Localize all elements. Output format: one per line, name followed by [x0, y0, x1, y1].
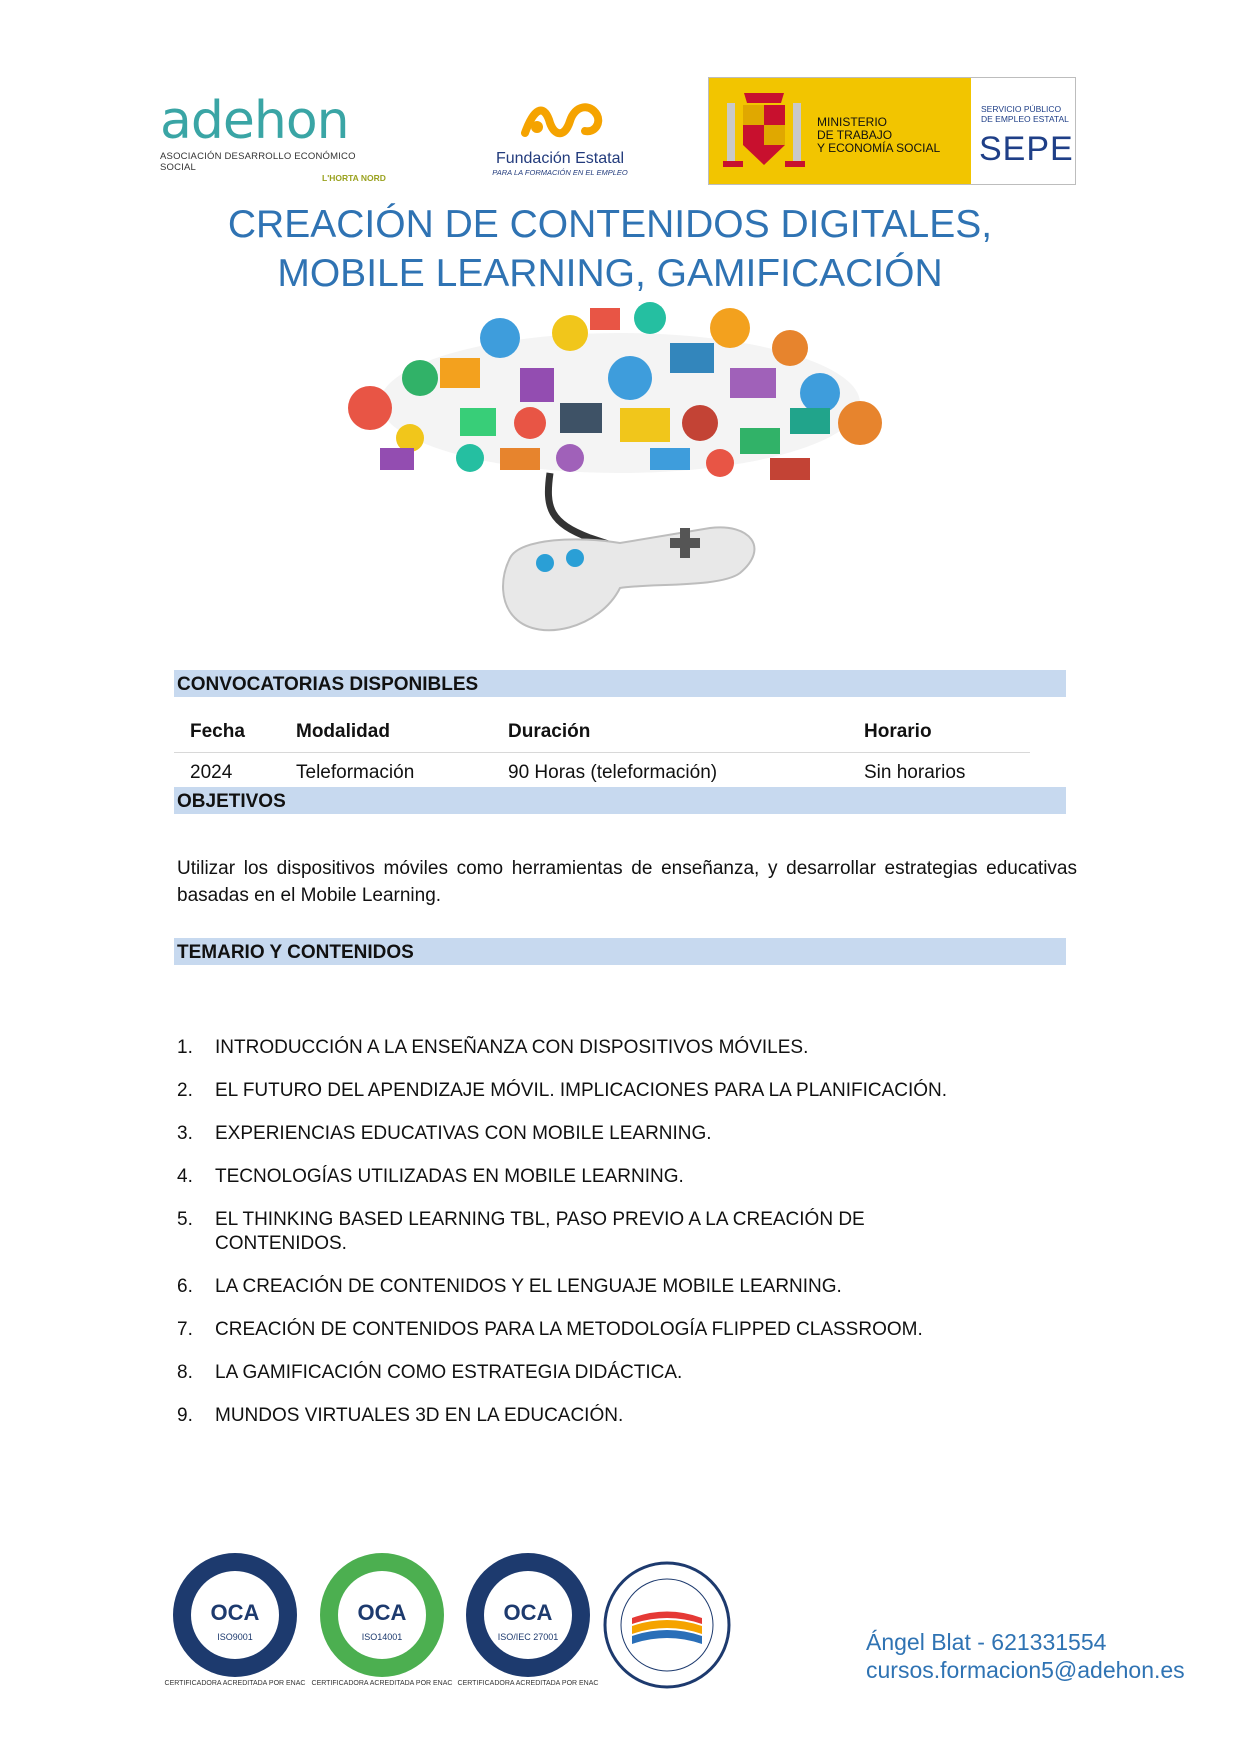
list-item: [177, 1208, 975, 1256]
cell-fecha: 2024: [190, 762, 233, 783]
column-header-horario: Horario: [864, 721, 932, 742]
item-text: EL FUTURO DEL APENDIZAJE MÓVIL. IMPLICACIONES PARA LA PLANIFICACIÓN.: [215, 1080, 948, 1101]
contact-name-phone: Ángel Blat - 621331554: [866, 1629, 1107, 1655]
ministry-line-1: MINISTERIO: [817, 115, 888, 129]
list-item: [177, 1165, 1077, 1189]
title-line-1: CREACIÓN DE CONTENIDOS DIGITALES,: [227, 203, 993, 246]
list-item: [177, 1036, 1077, 1060]
seal-code: ISO14001: [361, 1632, 403, 1642]
item-number: 8.: [177, 1362, 193, 1383]
section-heading: CONVOCATORIAS DISPONIBLES: [177, 674, 479, 695]
item-number: 9.: [177, 1405, 193, 1426]
equality-seal-icon: [602, 1560, 732, 1690]
item-text: CREACIÓN DE CONTENIDOS PARA LA METODOLOGÍA FLIPPED CLASSROOM.: [215, 1319, 923, 1340]
section-heading: OBJETIVOS: [177, 791, 286, 812]
ministry-line-2: DE TRABAJO: [817, 128, 893, 142]
fundae-tagline: PARA LA FORMACIÓN EN EL EMPLEO: [492, 168, 628, 177]
seal-brand: OCA: [210, 1600, 260, 1625]
seal-brand: OCA: [503, 1600, 553, 1625]
seal-code: ISO9001: [217, 1632, 253, 1642]
seal-brand: OCA: [357, 1600, 407, 1625]
service-line-2: DE EMPLEO ESTATAL: [981, 114, 1069, 124]
item-text: EL THINKING BASED LEARNING TBL, PASO PREVIO A LA CREACIÓN DE CONTENIDOS.: [215, 1209, 865, 1254]
column-header-fecha: Fecha: [190, 721, 245, 742]
oca-iso14001-seal-icon: [317, 1550, 447, 1680]
seal-code: ISO/IEC 27001: [497, 1632, 559, 1642]
title-line-2: MOBILE LEARNING, GAMIFICACIÓN: [277, 252, 943, 295]
contact-block: [866, 1628, 1185, 1684]
convocatorias-table: [174, 712, 1030, 794]
seal-caption: CERTIFICADORA ACREDITADA POR ENAC: [164, 1680, 306, 1687]
item-number: 4.: [177, 1166, 193, 1187]
section-heading: TEMARIO Y CONTENIDOS: [177, 942, 414, 963]
seal-caption: CERTIFICADORA ACREDITADA POR ENAC: [311, 1680, 453, 1687]
page-title: [100, 200, 1120, 298]
sepe-service-name: [981, 104, 1069, 124]
item-number: 6.: [177, 1276, 193, 1297]
item-text: INTRODUCCIÓN A LA ENSEÑANZA CON DISPOSITIVOS MÓVILES.: [215, 1037, 809, 1058]
item-number: 1.: [177, 1037, 193, 1058]
sepe-logo: [708, 77, 1076, 185]
column-header-modalidad: Modalidad: [296, 721, 390, 742]
section-bar-temario: [174, 938, 1066, 965]
item-number: 5.: [177, 1209, 193, 1230]
ministry-line-3: Y ECONOMÍA SOCIAL: [817, 141, 941, 155]
item-number: 3.: [177, 1123, 193, 1144]
syllabus-list: [177, 1036, 1077, 1447]
fundae-symbol-icon: [515, 95, 605, 143]
oca-iso9001-seal-icon: [170, 1550, 300, 1680]
section-bar-convocatorias: [174, 670, 1066, 697]
ministry-name: [817, 116, 940, 155]
item-text: TECNOLOGÍAS UTILIZADAS EN MOBILE LEARNING.: [215, 1166, 684, 1187]
list-item: [177, 1404, 1077, 1428]
ministry-block: [709, 78, 971, 184]
fundae-name: Fundación Estatal: [495, 150, 625, 167]
table-header-row: [174, 712, 1030, 753]
item-number: 7.: [177, 1319, 193, 1340]
list-item: [177, 1361, 1077, 1385]
service-line-1: SERVICIO PÚBLICO: [981, 104, 1062, 114]
item-text: LA GAMIFICACIÓN COMO ESTRATEGIA DIDÁCTICA.: [215, 1362, 683, 1383]
coat-of-arms-icon: [719, 83, 809, 179]
oca-iso27001-seal-icon: [463, 1550, 593, 1680]
list-item: [177, 1079, 1077, 1103]
adehon-region: L'HORTA NORD: [322, 173, 386, 183]
adehon-logo: [160, 91, 390, 183]
item-number: 2.: [177, 1080, 193, 1101]
item-text: LA CREACIÓN DE CONTENIDOS Y EL LENGUAJE MOBILE LEARNING.: [215, 1276, 842, 1297]
item-text: MUNDOS VIRTUALES 3D EN LA EDUCACIÓN.: [215, 1405, 624, 1426]
adehon-wordmark: adehon: [160, 91, 349, 151]
sepe-acronym: SEPE: [979, 130, 1074, 168]
fundae-logo: [470, 95, 650, 180]
objetivos-paragraph: Utilizar los dispositivos móviles como herramientas de enseñanza, y desarrollar estrategias educativas basadas en el Mobile Learning.: [177, 858, 1077, 906]
cell-duracion: 90 Horas (teleformación): [508, 762, 718, 783]
list-item: [177, 1122, 1077, 1146]
seal-caption: CERTIFICADORA ACREDITADA POR ENAC: [457, 1680, 599, 1687]
cell-modalidad: Teleformación: [296, 762, 415, 783]
adehon-subtitle: ASOCIACIÓN DESARROLLO ECONÓMICO SOCIAL: [160, 151, 356, 173]
list-item: [177, 1318, 1077, 1342]
gamification-cloud-illustration: [320, 298, 930, 663]
list-item: [177, 1275, 1077, 1299]
column-header-duracion: Duración: [508, 721, 591, 742]
contact-email[interactable]: cursos.formacion5@adehon.es: [866, 1657, 1185, 1683]
cell-horario: Sin horarios: [864, 762, 966, 783]
section-bar-objetivos: [174, 787, 1066, 814]
item-text: EXPERIENCIAS EDUCATIVAS CON MOBILE LEARNING.: [215, 1123, 712, 1144]
